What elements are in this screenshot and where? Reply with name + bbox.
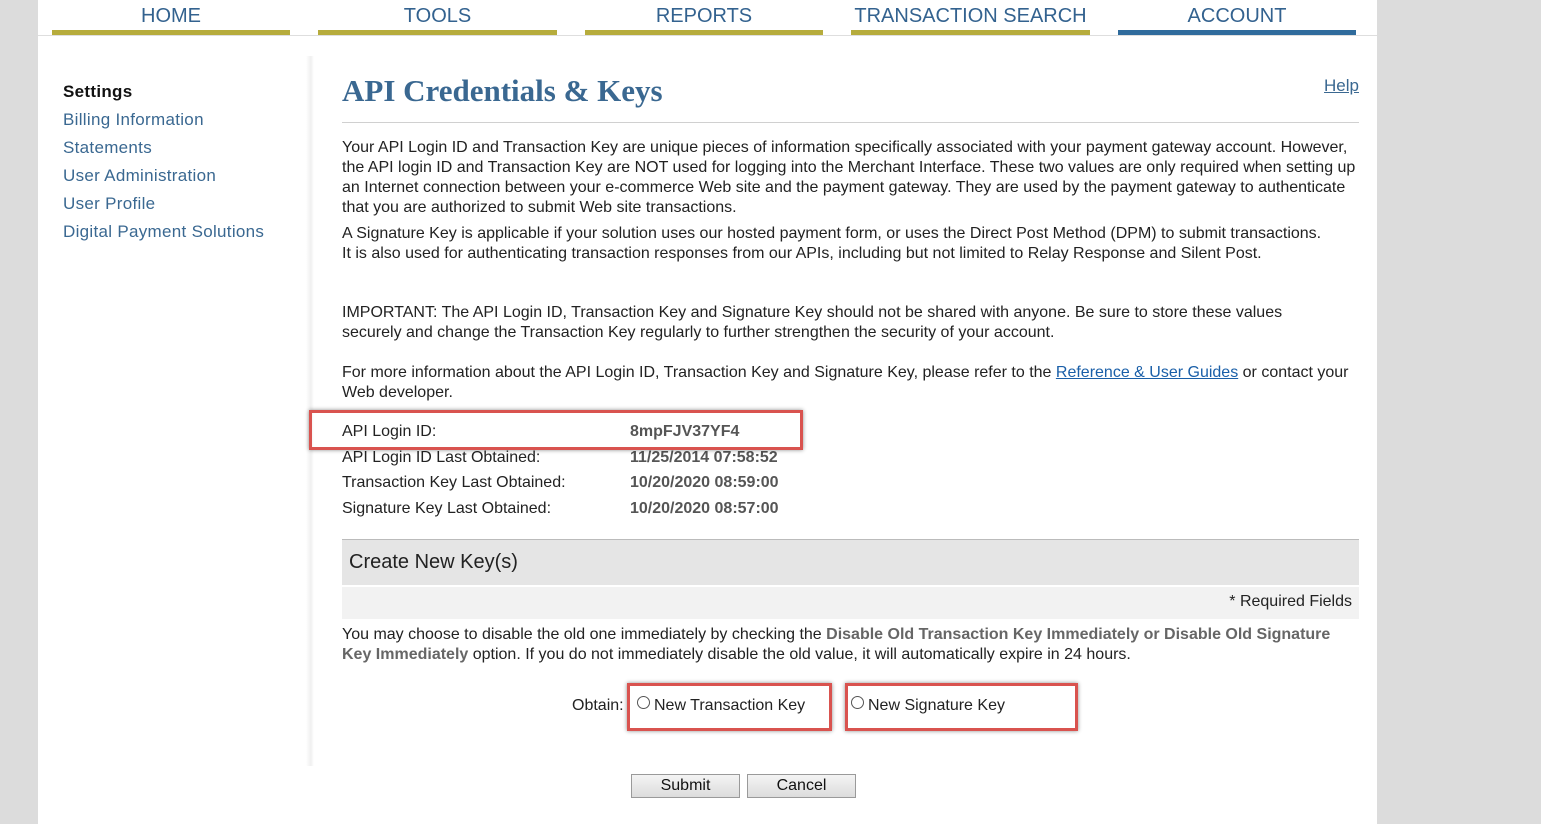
radio-label: New Signature Key <box>868 697 1005 714</box>
signature-key-paragraph: A Signature Key is applicable if your solution uses our hosted payment form, or uses the Direct Post Method (DPM) to submit transactions. It is also used for authenticating transaction responses from our APIs, including but not limited to Relay Response and Silent Post. <box>342 225 1322 262</box>
reference-user-guides-link[interactable]: Reference & User Guides <box>1055 364 1239 381</box>
disable-info-text-end: option. If you do not immediately disable the old value, it will automatically expire in 24 hours. <box>468 646 1131 663</box>
sidebar-item-user-profile[interactable]: User Profile <box>63 194 156 213</box>
disable-info-text: You may choose to disable the old one immediately by checking the <box>342 626 827 643</box>
sidebar-item-user-administration[interactable]: User Administration <box>63 166 217 185</box>
sidebar <box>63 78 303 246</box>
tab-home[interactable]: HOME <box>52 0 290 35</box>
disable-info-options: Disable Old Transaction Key Immediately or Disable Old Signature Key Immediately <box>342 626 1331 663</box>
credential-value: 11/25/2014 07:58:52 <box>630 449 778 466</box>
sidebar-item-settings: Settings <box>63 82 133 101</box>
credential-label: API Login ID: <box>342 423 437 440</box>
tab-tools[interactable]: TOOLS <box>318 0 557 35</box>
credential-value: 8mpFJV37YF4 <box>630 423 740 440</box>
credential-value: 10/20/2020 08:57:00 <box>630 500 779 517</box>
highlight-new-transaction-key <box>627 683 832 731</box>
tab-reports[interactable]: REPORTS <box>585 0 823 35</box>
more-info-text-end: or contact your Web developer. <box>342 364 1349 401</box>
submit-button[interactable]: Submit <box>631 774 740 798</box>
cancel-button[interactable]: Cancel <box>747 774 856 798</box>
nav-divider <box>38 35 1377 36</box>
highlight-new-signature-key <box>845 683 1078 731</box>
main-content <box>342 70 1359 714</box>
tab-transaction-search[interactable]: TRANSACTION SEARCH <box>851 0 1090 35</box>
help-link[interactable]: Help <box>1324 76 1359 95</box>
tab-account[interactable]: ACCOUNT <box>1118 0 1356 35</box>
create-keys-heading: Create New Key(s) <box>342 539 1359 585</box>
sidebar-item-billing-information[interactable]: Billing Information <box>63 110 204 129</box>
page-title: API Credentials & Keys <box>342 73 663 108</box>
title-divider <box>342 122 1359 123</box>
intro-paragraph: Your API Login ID and Transaction Key are unique pieces of information specifically associated with your payment gateway account. However, the API login ID and Transaction Key are NOT used for logging into the Merchant Interface. These two values are only required when setting up an Internet connection between your e-commerce Web site and the payment gateway. They are used by the payment gateway to authenticate that you are authorized to submit Web site transactions. <box>342 139 1356 216</box>
sidebar-item-statements[interactable]: Statements <box>63 138 152 157</box>
credential-label: Transaction Key Last Obtained: <box>342 474 566 491</box>
obtain-label: Obtain: <box>572 697 624 714</box>
more-info-text: For more information about the API Login ID, Transaction Key and Signature Key, please refer to the <box>342 364 1056 381</box>
important-paragraph: IMPORTANT: The API Login ID, Transaction Key and Signature Key should not be shared with anyone. Be sure to store these values securely and change the Transaction Key regularly to further strengthen the security of your account. <box>342 304 1283 341</box>
highlight-api-login-id <box>309 410 803 450</box>
more-info-paragraph <box>342 363 1359 403</box>
radio-label: New Transaction Key <box>654 697 806 714</box>
sidebar-item-digital-payment-solutions[interactable]: Digital Payment Solutions <box>63 222 265 241</box>
required-fields-note: * Required Fields <box>342 587 1359 619</box>
credential-label: Signature Key Last Obtained: <box>342 500 552 517</box>
credential-value: 10/20/2020 08:59:00 <box>630 474 779 491</box>
disable-info-paragraph <box>342 625 1342 665</box>
page-container <box>38 0 1377 824</box>
credential-label: API Login ID Last Obtained: <box>342 449 541 466</box>
